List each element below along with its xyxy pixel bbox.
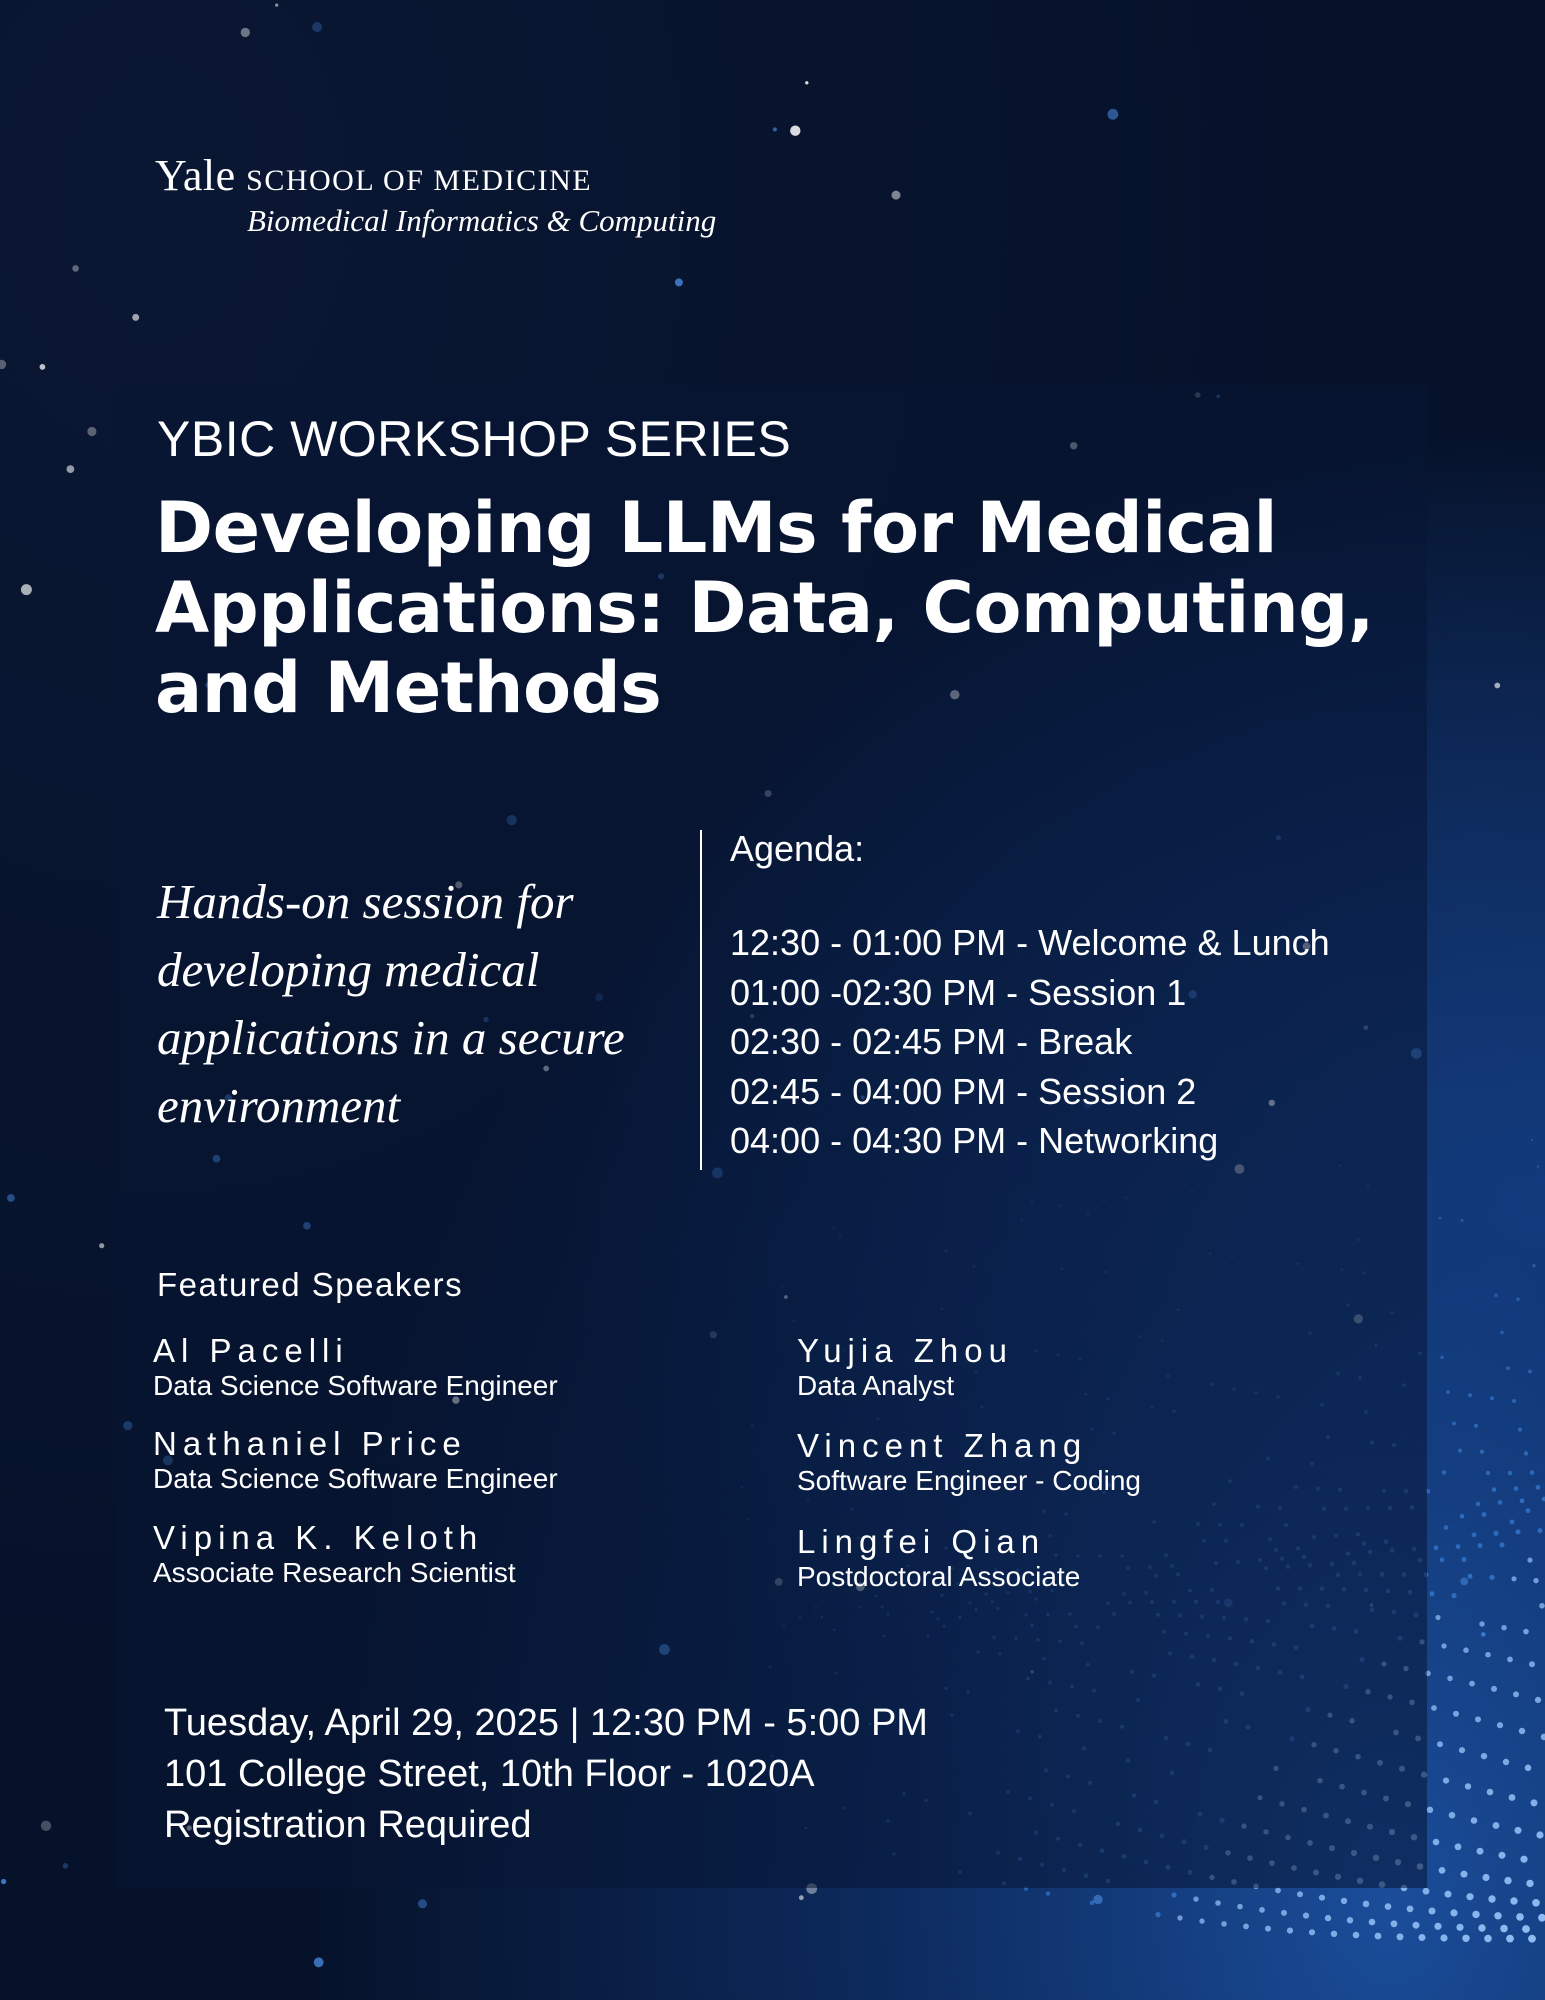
mesh-dot [1538,1914,1545,1922]
mesh-dot [1468,1574,1473,1579]
mesh-dot [1460,1514,1465,1519]
bokeh-dot [1460,1578,1468,1586]
mesh-dot [1498,1500,1503,1505]
mesh-dot [1539,1603,1545,1609]
series-label: YBIC WORKSHOP SERIES [157,411,792,467]
mesh-dot [1259,1907,1265,1913]
mesh-dot [1506,1935,1514,1943]
bokeh-dot [1494,683,1500,689]
mesh-dot [1478,1543,1483,1548]
bokeh-dot [241,28,250,37]
mesh-dot [1511,1576,1516,1581]
mesh-dot [1456,1924,1463,1931]
speaker-name: Vipina K. Keloth [153,1519,484,1556]
mesh-dot [1526,1880,1533,1887]
bokeh-dot [275,4,278,7]
logo-wordmark [155,150,716,201]
mesh-dot [1441,1643,1446,1648]
logo-school: SCHOOL OF MEDICINE [246,164,593,197]
mesh-dot [1529,1661,1535,1667]
logo-department: Biomedical Informatics & Computing [247,203,717,238]
mesh-dot [1453,1711,1459,1717]
bokeh-dot [675,278,683,286]
mesh-dot [1437,1741,1443,1747]
mesh-dot [1440,1557,1445,1562]
event-datetime: Tuesday, April 29, 2025 | 12:30 PM - 5:00 PM [164,1702,928,1744]
mesh-dot [1391,1920,1398,1927]
bokeh-dot [799,1895,804,1900]
speaker-card [153,1332,558,1402]
mesh-dot [1469,1681,1475,1687]
mesh-dot [1450,1909,1457,1916]
bokeh-dot [312,22,322,32]
speaker-role: Associate Research Scientist [153,1557,516,1588]
mesh-dot [1497,1722,1503,1728]
agenda-item: 02:45 - 04:00 PM - Session 2 [730,1070,1197,1112]
bokeh-dot [805,81,808,84]
mesh-dot [1516,1529,1521,1534]
mesh-dot [1430,1591,1435,1596]
speaker-name: Vincent Zhang [797,1427,1088,1464]
mesh-dot [1447,1676,1453,1682]
mesh-dot [1046,1891,1050,1895]
mesh-dot [1476,1502,1481,1507]
speaker-role: Data Science Software Engineer [153,1370,558,1401]
mesh-dot [1524,1451,1528,1455]
speaker-role: Data Analyst [797,1370,955,1401]
mesh-dot [1446,1390,1450,1394]
mesh-dot [1462,1557,1467,1562]
mesh-dot [1474,1424,1478,1428]
vertical-divider [700,830,702,1170]
tagline [157,868,677,1140]
bokeh-dot [7,1194,15,1202]
mesh-dot [1434,1923,1441,1930]
mesh-dot [1532,1264,1535,1267]
mesh-dot [1265,1926,1271,1932]
mesh-dot [1461,1871,1468,1878]
bokeh-dot [41,1821,51,1831]
mesh-dot [1525,1765,1532,1772]
mesh-dot [1237,1904,1243,1910]
mesh-dot [1501,1625,1507,1631]
mesh-dot [1537,1165,1539,1167]
speaker-role: Postdoctoral Associate [797,1561,1081,1592]
mesh-dot [1523,1629,1529,1635]
mesh-dot [1532,1899,1540,1907]
bokeh-dot [790,126,800,136]
speaker-role: Software Engineer - Coding [797,1465,1141,1496]
logo-yale: Yale [155,151,236,200]
tagline-line: environment [157,1078,401,1133]
bokeh-dot [418,1899,427,1908]
mesh-dot [1479,1621,1484,1626]
tagline-line: applications in a secure [157,1010,625,1065]
event-location: 101 College Street, 10th Floor - 1020A [164,1753,815,1795]
mesh-dot [1456,1544,1461,1549]
mesh-dot [1419,1934,1426,1941]
mesh-dot [1533,1578,1538,1583]
mesh-dot [1433,1839,1440,1846]
mesh-dot [1463,1647,1469,1653]
mesh-dot [1177,1915,1182,1920]
mesh-dot [1484,1935,1492,1943]
mesh-dot [1459,1747,1465,1753]
mesh-dot [1486,1471,1490,1475]
tagline-line: developing medical [157,942,540,997]
mesh-dot [1439,1867,1446,1874]
mesh-dot [1482,1874,1489,1881]
mesh-dot [1515,1827,1522,1834]
mesh-dot [1443,1778,1449,1784]
mesh-dot [1442,1470,1446,1474]
yale-logo [155,150,716,239]
mesh-dot [1482,1512,1487,1517]
page-title [155,488,1405,728]
bokeh-dot [132,314,139,321]
mesh-dot [1303,1913,1309,1919]
mesh-dot [1155,1912,1160,1917]
bokeh-dot [1108,109,1119,120]
mesh-dot [1385,1903,1392,1910]
mesh-dot [1538,1528,1543,1533]
bokeh-dot [72,265,79,272]
mesh-dot [1541,1734,1545,1741]
mesh-dot [1475,1716,1481,1722]
mesh-dot [1520,1856,1527,1863]
mesh-dot [1193,1896,1198,1901]
bokeh-dot [892,191,901,200]
mesh-dot [1531,1139,1533,1141]
mesh-dot [1513,1691,1519,1697]
title-line: Developing LLMs for Medical [155,487,1277,569]
mesh-dot [1431,1705,1437,1711]
mesh-dot [1353,1932,1360,1939]
mesh-dot [1485,1652,1491,1658]
mesh-dot [1375,1933,1382,1940]
bokeh-dot [314,1957,324,1967]
agenda-heading: Agenda: [730,828,865,869]
mesh-dot [1451,1593,1456,1598]
agenda-item: 04:00 - 04:30 PM - Networking [730,1120,1219,1161]
mesh-dot [1413,1922,1420,1929]
mesh-dot [1500,1331,1504,1335]
bokeh-dot [99,1243,104,1248]
mesh-dot [1528,1935,1536,1943]
mesh-dot [1536,1485,1541,1490]
mesh-dot [1275,1888,1281,1894]
mesh-dot [1407,1906,1414,1913]
mesh-dot [1487,1789,1494,1796]
bokeh-dot [63,1863,69,1869]
title-line: and Methods [155,647,662,729]
mesh-dot [1171,1892,1176,1897]
mesh-dot [1510,1897,1517,1904]
mesh-dot [1526,1508,1531,1513]
mesh-dot [1369,1919,1376,1926]
speaker-card [797,1332,1013,1402]
bokeh-dot [773,127,777,131]
mesh-dot [1439,1217,1442,1220]
mesh-dot [1535,1697,1541,1703]
bokeh-dot [1093,1895,1102,1904]
mesh-dot [1440,1934,1447,1941]
mesh-dot [1499,1852,1506,1859]
mesh-dot [1528,1370,1532,1374]
agenda [730,828,1380,1166]
mesh-dot [1423,1888,1430,1895]
mesh-dot [1427,1807,1433,1813]
mesh-dot [1458,1449,1462,1453]
mesh-dot [1490,1396,1494,1400]
mesh-dot [1508,1471,1513,1476]
mesh-dot [1462,1935,1469,1942]
mesh-dot [1440,1356,1444,1360]
mesh-dot [1542,1497,1545,1502]
mesh-dot [1429,1908,1436,1915]
mesh-dot [1461,1219,1464,1222]
mesh-dot [1530,1470,1535,1475]
speaker-name: Lingfei Qian [797,1523,1046,1560]
mesh-dot [1510,1520,1515,1525]
bokeh-dot [40,364,46,370]
mesh-dot [1494,1531,1499,1536]
mesh-dot [1434,1545,1439,1550]
mesh-dot [1516,1298,1519,1301]
mesh-dot [1331,1931,1337,1937]
mesh-dot [1397,1933,1404,1940]
speaker-name: Al Pacelli [153,1332,349,1369]
mesh-dot [1491,1686,1497,1692]
mesh-dot [1221,1921,1227,1927]
mesh-dot [1472,1911,1479,1918]
mesh-dot [1507,1657,1513,1663]
mesh-dot [1444,1525,1449,1530]
mesh-dot [1471,1817,1478,1824]
mesh-dot [1090,1901,1095,1906]
speakers-heading: Featured Speakers [157,1266,464,1303]
speaker-name: Nathaniel Price [153,1425,467,1462]
mesh-dot [1477,1848,1484,1855]
mesh-dot [1445,1891,1452,1898]
mesh-dot [1297,1891,1303,1897]
bokeh-dot [1,1879,6,1884]
mesh-dot [1527,1558,1532,1563]
speaker-card [153,1519,516,1589]
mesh-dot [1503,1759,1509,1765]
bokeh-dot [1481,1632,1486,1637]
mesh-dot [1500,1925,1508,1933]
tagline-line: Hands-on session for [157,874,574,929]
mesh-dot [1488,1895,1495,1902]
mesh-dot [1199,1918,1204,1923]
mesh-dot [1478,1924,1485,1931]
mesh-dot [1489,1575,1494,1580]
mesh-dot [1536,1831,1543,1838]
speaker-card [797,1523,1080,1593]
mesh-dot [1480,1450,1484,1454]
mesh-dot [1520,1498,1525,1503]
mesh-dot [1281,1910,1287,1916]
mesh-dot [1215,1900,1221,1906]
mesh-dot [1494,1912,1501,1919]
agenda-item: 12:30 - 01:00 PM - Welcome & Lunch [730,922,1330,963]
mesh-dot [1481,1753,1487,1759]
mesh-dot [1516,1913,1524,1921]
mesh-dot [1452,1422,1456,1426]
mesh-dot [1472,1533,1477,1538]
mesh-dot [1509,1794,1516,1801]
speaker-card [797,1427,1141,1497]
mesh-dot [1287,1928,1293,1934]
mesh-dot [1531,1799,1538,1806]
mesh-dot [1325,1915,1331,1921]
mesh-dot [1504,1877,1511,1884]
mesh-dot [1468,1393,1472,1397]
mesh-dot [1319,1895,1325,1901]
agenda-item: 02:30 - 02:45 PM - Break [730,1021,1133,1062]
mesh-dot [1519,1728,1525,1734]
mesh-dot [1493,1822,1500,1829]
mesh-dot [1492,1487,1497,1492]
speaker-card [153,1425,558,1495]
agenda-item: 01:00 -02:30 PM - Session 1 [730,971,1187,1013]
mesh-dot [1243,1924,1249,1930]
bokeh-dot [0,360,6,369]
mesh-dot [1455,1843,1462,1850]
bokeh-dot [87,427,96,436]
speaker-name: Yujia Zhou [797,1332,1013,1369]
speaker-role: Data Science Software Engineer [153,1463,558,1494]
mesh-dot [1514,1486,1519,1491]
bokeh-dot [21,584,32,595]
title-line: Applications: Data, Computing, [155,567,1374,649]
mesh-dot [1522,1925,1530,1933]
mesh-dot [1341,1898,1347,1904]
mesh-dot [1309,1929,1315,1935]
event-registration: Registration Required [164,1804,532,1846]
event-info [164,1698,928,1851]
mesh-dot [1494,1294,1497,1297]
mesh-dot [1518,1428,1522,1432]
mesh-dot [1500,1542,1505,1547]
mesh-dot [1449,1812,1456,1819]
mesh-dot [1465,1783,1471,1789]
mesh-dot [1506,1366,1510,1370]
mesh-dot [1347,1917,1353,1923]
mesh-dot [1466,1893,1473,1900]
mesh-dot [1363,1901,1370,1908]
bokeh-dot [67,465,75,473]
mesh-dot [1435,1615,1440,1620]
mesh-dot [1512,1399,1516,1403]
